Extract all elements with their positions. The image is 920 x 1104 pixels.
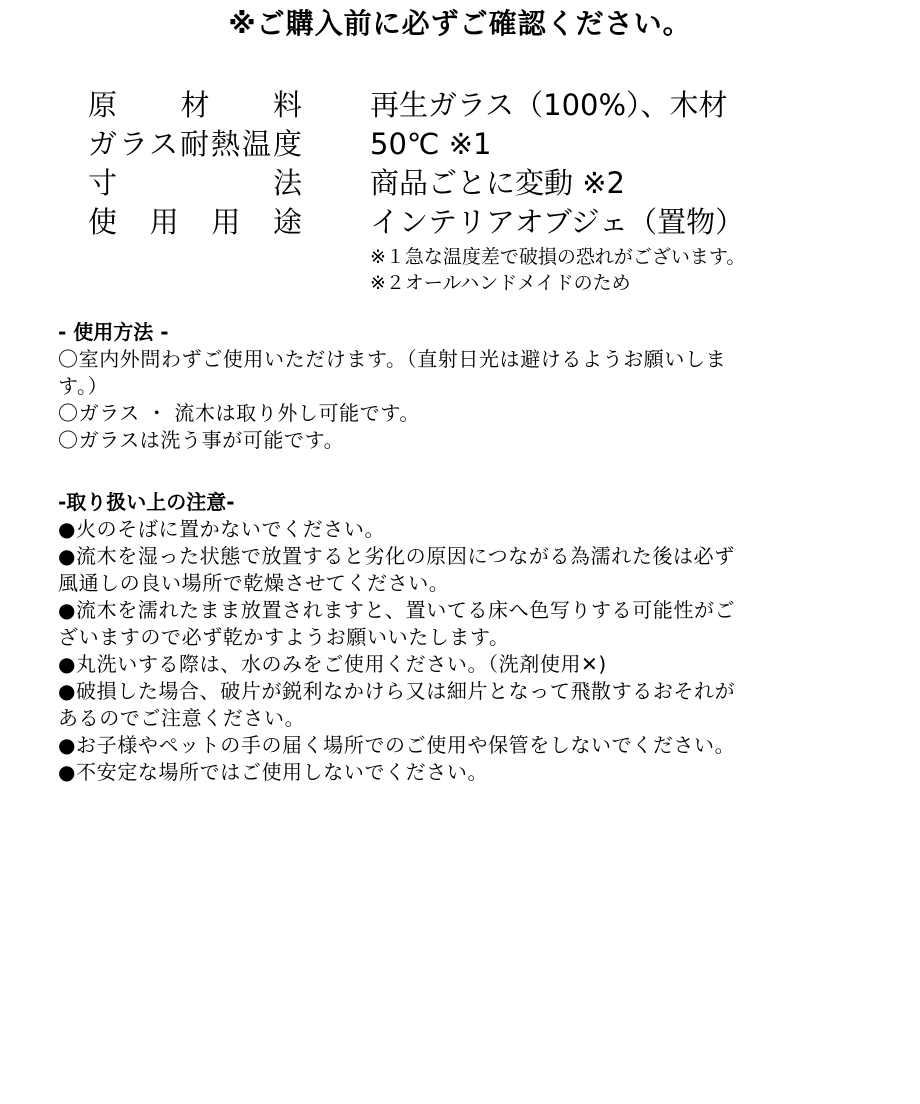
caution-section bbox=[58, 488, 858, 786]
usage-section bbox=[58, 318, 858, 454]
caution-title: -取り扱い上の注意- bbox=[58, 490, 235, 514]
usage-line: 〇ガラスは洗う事が可能です。 bbox=[58, 428, 345, 452]
spec-note: ※２オールハンドメイドのため bbox=[370, 272, 631, 294]
caution-line: ●破損した場合、破片が鋭利なかけら又は細片となって飛散するおそれが bbox=[58, 679, 736, 703]
spec-note: ※１急な温度差で破損の恐れがございます。 bbox=[370, 246, 746, 268]
caution-line: 風通しの良い場所で乾燥させてください。 bbox=[58, 571, 450, 595]
caution-line: ●不安定な場所ではご使用しないでください。 bbox=[58, 760, 489, 784]
usage-line: 〇ガラス ・ 流木は取り外し可能です。 bbox=[58, 401, 420, 425]
usage-line: す。） bbox=[58, 374, 109, 398]
caution-line: あるのでご注意ください。 bbox=[58, 706, 306, 730]
usage-line: 〇室内外問わずご使用いただけます。（直射日光は避けるようお願いしま bbox=[58, 347, 727, 371]
caution-line: ●火のそばに置かないでください。 bbox=[58, 517, 386, 541]
caution-line: ●丸洗いする際は、水のみをご使用ください。（洗剤使用✕) bbox=[58, 652, 607, 676]
spec-row-material bbox=[88, 86, 848, 125]
spec-row-dimensions bbox=[88, 164, 848, 203]
spec-label: 使用用途 bbox=[88, 205, 302, 239]
spec-notes bbox=[370, 244, 745, 296]
caution-line: ●流木を濡れたまま放置されますと、置いてる床へ色写りする可能性がご bbox=[58, 598, 736, 622]
spec-value: 再生ガラス（100%）、木材 bbox=[370, 88, 728, 122]
spec-row-usage bbox=[88, 203, 848, 242]
spec-label: 原材料 bbox=[88, 88, 302, 122]
page-title: ※ご購入前に必ずご確認ください。 bbox=[228, 7, 692, 40]
spec-label: 寸法 bbox=[88, 166, 302, 200]
spec-value: インテリアオブジェ（置物） bbox=[370, 205, 745, 239]
caution-line: ●お子様やペットの手の届く場所でのご使用や保管をしないでください。 bbox=[58, 733, 736, 757]
caution-line: ざいますので必ず乾かすようお願いいたします。 bbox=[58, 625, 510, 649]
usage-title: - 使用方法 - bbox=[58, 320, 169, 344]
spec-value: 50℃ ※1 bbox=[370, 127, 492, 161]
spec-label: ガラス耐熱温度 bbox=[88, 127, 302, 161]
caution-line: ●流木を湿った状態で放置すると劣化の原因につながる為濡れた後は必ず bbox=[58, 544, 735, 568]
spec-table bbox=[88, 86, 848, 242]
spec-row-heat-resistance bbox=[88, 125, 848, 164]
spec-value: 商品ごとに変動 ※2 bbox=[370, 166, 625, 200]
